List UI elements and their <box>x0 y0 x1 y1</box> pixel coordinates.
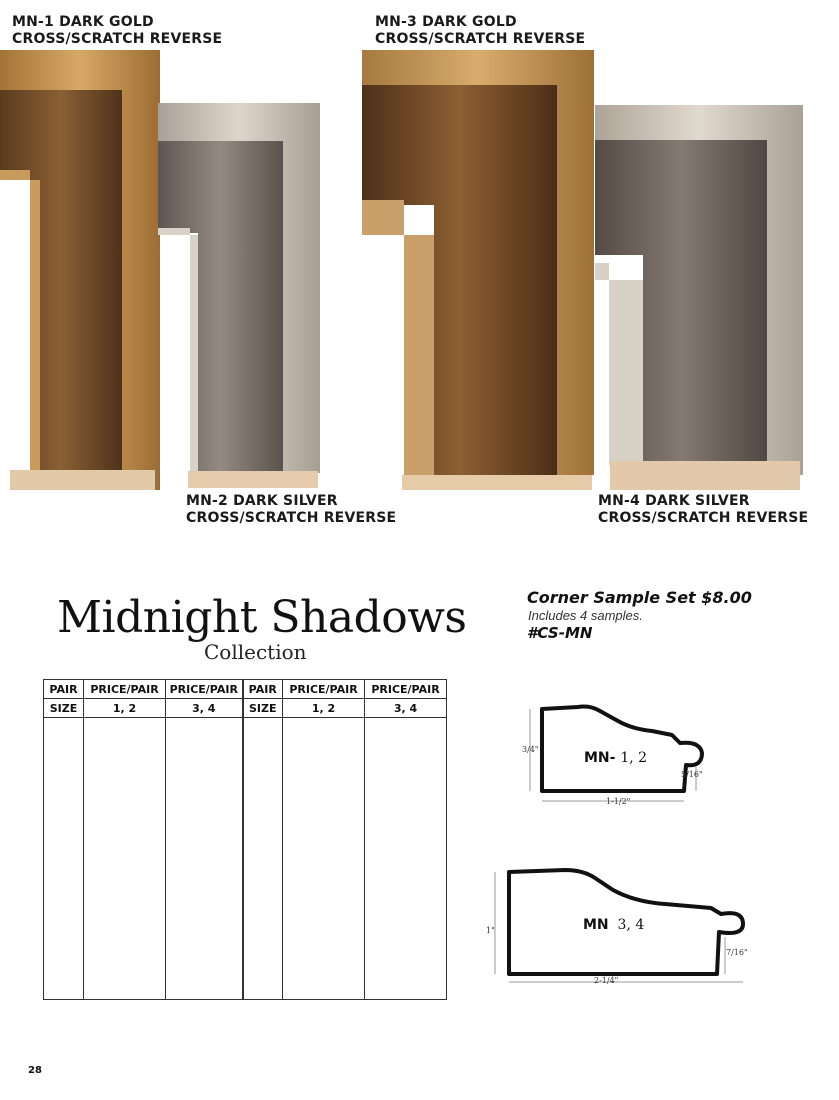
sample-set-subtitle: Includes 4 samples. <box>528 608 643 623</box>
frame-photo-mn-2 <box>158 103 320 488</box>
profile-height-dim: 1" <box>486 926 495 935</box>
frame-label-mn-4 <box>598 493 808 527</box>
price-table-subheader-row <box>44 699 447 718</box>
header-price-pair: PRICE/PAIR <box>283 680 365 699</box>
sample-set-title: Corner Sample Set $8.00 <box>527 588 752 607</box>
profile-width-dim: 2-1/4" <box>594 976 619 985</box>
table-cell <box>365 718 447 1000</box>
frame-name: MN-2 DARK SILVER <box>186 493 338 509</box>
price-table-body-row <box>44 718 447 1000</box>
subheader-models: 1, 2 <box>84 699 166 718</box>
subheader-models: 1, 2 <box>283 699 365 718</box>
price-table-header-row <box>44 680 447 699</box>
header-pair: PAIR <box>44 680 84 699</box>
profile-depth-dim: 7/16" <box>726 948 748 957</box>
frame-label-mn-2 <box>186 493 396 527</box>
sample-set-code: #CS-MN <box>527 624 593 642</box>
table-cell <box>44 718 84 1000</box>
profile-depth-dim: 5/16" <box>681 770 703 779</box>
profile-width-dim: 1-1/2" <box>606 797 631 806</box>
frame-label-mn-1 <box>12 14 222 48</box>
frame-name: MN-4 DARK SILVER <box>598 493 750 509</box>
frame-photo-mn-1 <box>0 50 160 490</box>
collection-subtitle: Collection <box>204 640 307 664</box>
table-cell <box>84 718 166 1000</box>
header-price-pair: PRICE/PAIR <box>84 680 166 699</box>
frame-photo-mn-4 <box>595 105 803 490</box>
frame-finish: CROSS/SCRATCH REVERSE <box>186 510 397 526</box>
profile-label-mn-1-2 <box>584 750 647 766</box>
table-cell <box>243 718 283 1000</box>
frame-finish: CROSS/SCRATCH REVERSE <box>375 31 586 47</box>
header-price-pair: PRICE/PAIR <box>166 680 243 699</box>
header-price-pair: PRICE/PAIR <box>365 680 447 699</box>
profile-models: 1, 2 <box>620 750 648 766</box>
price-table <box>43 679 447 1000</box>
frame-finish: CROSS/SCRATCH REVERSE <box>598 510 809 526</box>
frame-name: MN-3 DARK GOLD <box>375 14 517 30</box>
collection-title: Midnight Shadows <box>57 592 467 643</box>
frame-photo-mn-3 <box>362 50 594 490</box>
frame-name: MN-1 DARK GOLD <box>12 14 154 30</box>
subheader-models: 3, 4 <box>365 699 447 718</box>
profile-height-dim: 3/4" <box>522 745 539 754</box>
subheader-size: SIZE <box>243 699 283 718</box>
subheader-models: 3, 4 <box>166 699 243 718</box>
subheader-size: SIZE <box>44 699 84 718</box>
frame-label-mn-3 <box>375 14 585 48</box>
table-cell <box>166 718 243 1000</box>
profile-prefix: MN <box>583 917 609 933</box>
table-cell <box>283 718 365 1000</box>
frame-finish: CROSS/SCRATCH REVERSE <box>12 31 223 47</box>
profile-models: 3, 4 <box>617 917 645 933</box>
header-pair: PAIR <box>243 680 283 699</box>
profile-prefix: MN- <box>584 750 616 766</box>
page-number: 28 <box>28 1065 42 1076</box>
profile-label-mn-3-4 <box>583 917 644 933</box>
